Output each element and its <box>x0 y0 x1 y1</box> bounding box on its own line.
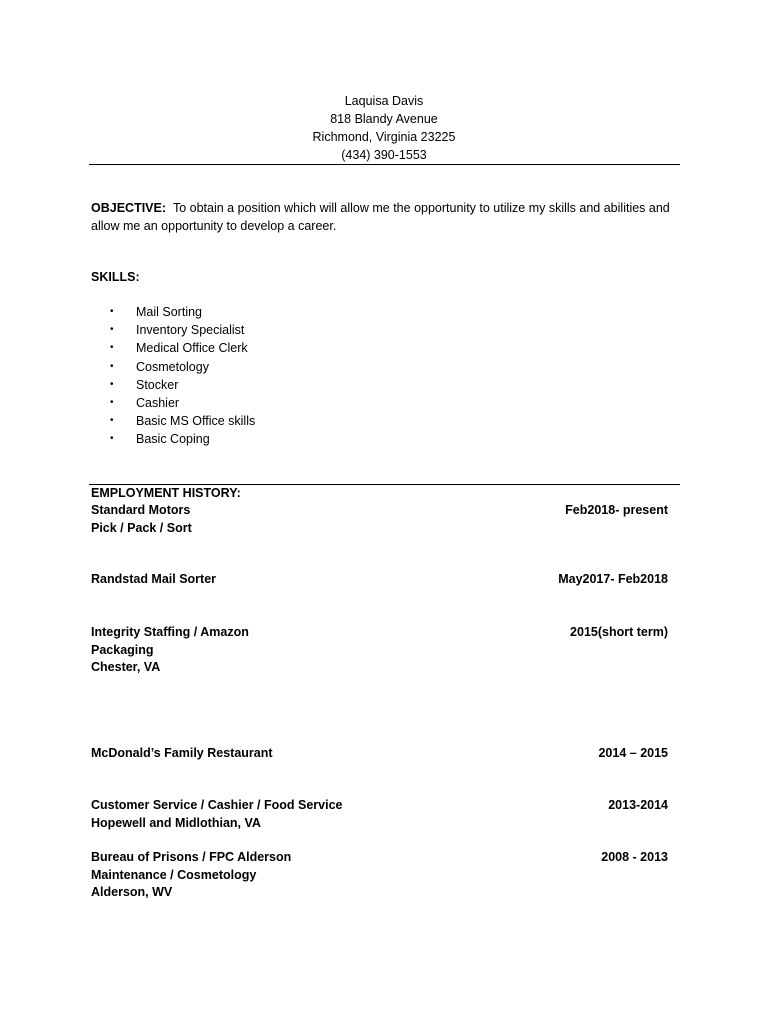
job-entry <box>91 624 668 677</box>
employment-heading: EMPLOYMENT HISTORY: <box>91 486 241 500</box>
job-employer: Customer Service / Cashier / Food Service <box>91 798 343 812</box>
candidate-name: Laquisa Davis <box>344 94 424 108</box>
job-entry <box>91 502 668 537</box>
list-item: • Basic MS Office skills <box>110 412 255 430</box>
objective-text-continued: allow me an opportunity to develop a career. <box>91 219 337 233</box>
job-detail: Maintenance / Cosmetology <box>91 867 257 882</box>
job-employer: Integrity Staffing / Amazon <box>91 625 249 639</box>
bullet-icon: • <box>110 306 114 317</box>
bullet-icon: • <box>110 324 114 336</box>
street-address: 818 Blandy Avenue <box>330 112 438 126</box>
job-employer: Bureau of Prisons / FPC Alderson <box>91 850 292 864</box>
list-item: • Cashier <box>110 394 255 412</box>
skills-heading: SKILLS: <box>91 270 140 284</box>
job-entry <box>91 571 668 589</box>
job-detail: Chester, VA <box>91 660 161 674</box>
job-entry <box>91 797 668 832</box>
list-item: • Medical Office Clerk <box>110 339 255 357</box>
list-item: • Inventory Specialist <box>110 321 255 339</box>
objective-text: To obtain a position which will allow me the opportunity to utilize my skills and abilities and <box>172 201 670 215</box>
list-item: • Basic Coping <box>110 430 255 448</box>
list-item: • Mail Sorting <box>110 303 255 321</box>
bullet-icon: • <box>110 433 114 445</box>
bullet-icon: • <box>110 396 114 408</box>
job-detail: Pick / Pack / Sort <box>91 520 192 535</box>
objective-label: OBJECTIVE: <box>91 201 167 215</box>
job-date: May2017- Feb2018 <box>558 572 668 586</box>
bullet-icon: • <box>110 342 114 354</box>
job-detail: Alderson, WV <box>91 885 173 899</box>
city-state-zip: Richmond, Virginia 23225 <box>312 130 456 144</box>
phone-number: (434) 390-1553 <box>341 148 427 162</box>
job-date: Feb2018- present <box>565 503 668 517</box>
bullet-icon: • <box>110 378 114 390</box>
job-entry <box>91 849 668 902</box>
list-item: • Cosmetology <box>110 358 255 376</box>
resume-header <box>0 92 768 164</box>
bullet-icon: • <box>110 360 114 372</box>
job-entry <box>91 745 668 763</box>
job-employer: Standard Motors <box>91 503 191 517</box>
job-detail: Packaging <box>91 642 154 657</box>
job-date: 2014 – 2015 <box>598 746 668 760</box>
job-detail: Hopewell and Midlothian, VA <box>91 815 261 830</box>
job-employer: Randstad Mail Sorter <box>91 572 217 586</box>
header-divider <box>89 164 680 165</box>
objective-section <box>91 199 691 235</box>
list-item: • Stocker <box>110 376 255 394</box>
job-date: 2013-2014 <box>608 798 668 812</box>
job-employer: McDonald’s Family Restaurant <box>91 746 273 760</box>
job-date: 2015(short term) <box>570 625 668 639</box>
job-date: 2008 - 2013 <box>601 850 668 864</box>
skills-list <box>110 303 255 449</box>
bullet-icon: • <box>110 415 114 427</box>
